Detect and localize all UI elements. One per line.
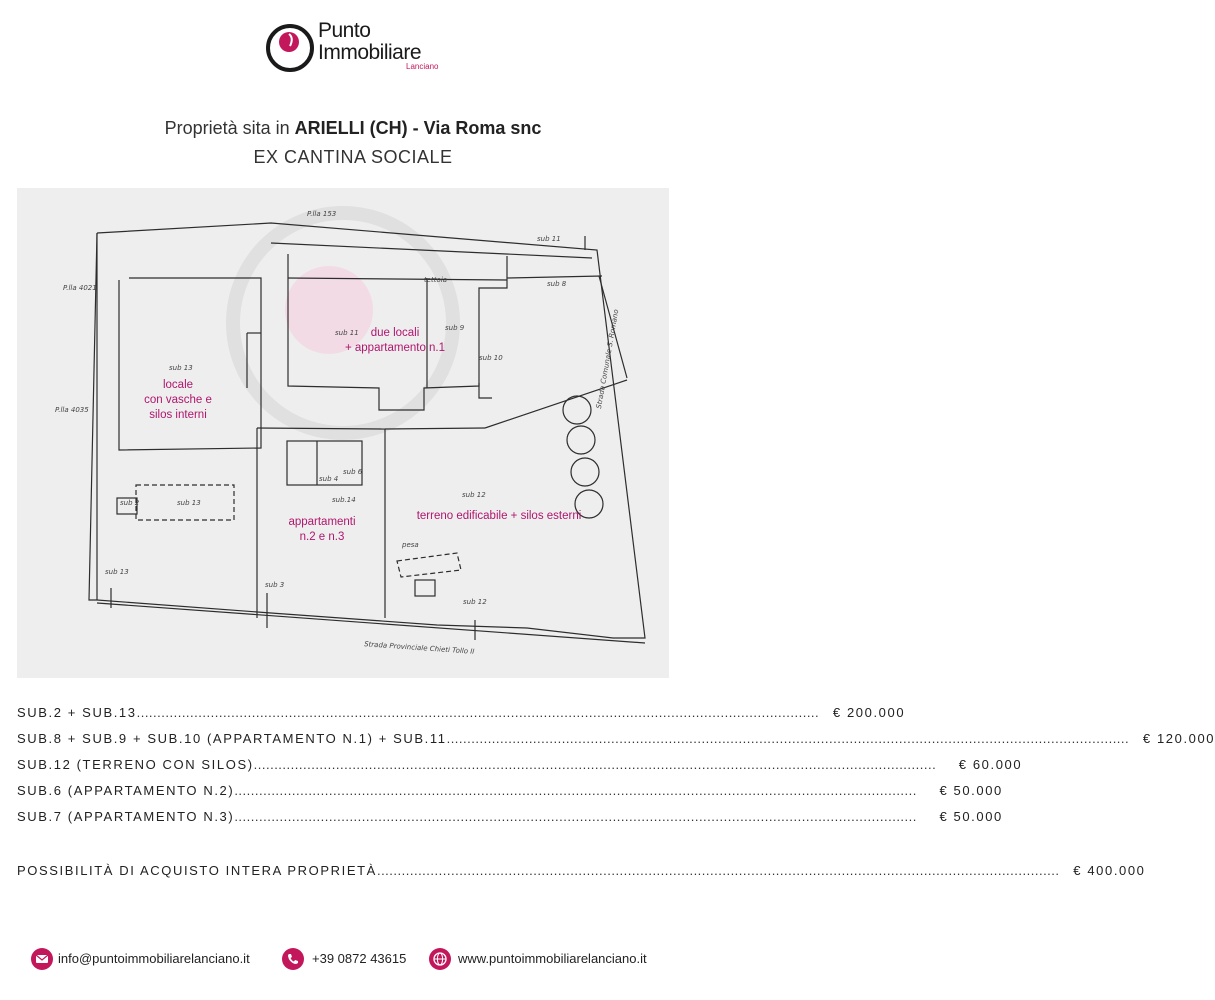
label-p4021: P.lla 4021 <box>63 284 97 292</box>
price-value: € 120.000 <box>1142 731 1215 746</box>
label-sub13-bot: sub 13 <box>105 568 129 576</box>
brand-name-line2: Immobiliare <box>318 41 422 64</box>
globe-icon <box>429 948 451 970</box>
label-sub11-top: sub 11 <box>537 235 561 243</box>
label-sub13-mid: sub 13 <box>177 499 201 507</box>
label-p4035: P.lla 4035 <box>55 406 89 414</box>
price-row: SUB.7 (APPARTAMENTO N.3) ...................................................................................................................................................................... € 50.000 <box>17 809 1003 824</box>
title-prefix: Proprietà sita in <box>164 118 295 138</box>
website-link[interactable]: www.puntoimmobiliarelanciano.it <box>458 951 647 966</box>
price-row: SUB.6 (APPARTAMENTO N.2) ...................................................................................................................................................................... € 50.000 <box>17 783 1003 798</box>
annotation-appartamenti: appartamenti n.2 e n.3 <box>288 516 356 543</box>
mail-icon <box>31 948 53 970</box>
price-row: SUB.8 + SUB.9 + SUB.10 (APPARTAMENTO N.1) + SUB.11 ...................................................................................................................................................................... € 120.000 <box>17 731 1215 746</box>
contact-footer <box>0 948 706 972</box>
label-sub3: sub 3 <box>265 581 285 589</box>
price-value: € 200.000 <box>832 705 906 720</box>
label-strada-comunale: Strada Comunale S. Romano <box>595 308 621 410</box>
email-link[interactable]: info@puntoimmobiliarelanciano.it <box>58 951 250 966</box>
label-tettoia: tettoia <box>424 276 448 284</box>
label-sub10: sub 10 <box>479 354 503 362</box>
label-sub13-in: sub 13 <box>169 364 193 372</box>
brand-name-line1: Punto <box>318 19 371 42</box>
label-strada-provinciale: Strada Provinciale Chieti Tollo II <box>363 640 475 656</box>
label-sub12-b: sub 12 <box>463 598 487 606</box>
map-drawing <box>17 188 669 678</box>
label-sub2: sub 2 <box>120 499 140 507</box>
label-sub4: sub 4 <box>319 475 339 483</box>
phone-link[interactable]: +39 0872 43615 <box>312 951 407 966</box>
label-pesa: pesa <box>402 541 419 549</box>
label-sub6: sub 6 <box>343 468 363 476</box>
total-value: € 400.000 <box>1073 863 1146 878</box>
label-sub9: sub 9 <box>445 324 465 332</box>
brand-logo <box>266 18 466 78</box>
label-sub12-a: sub 12 <box>462 491 486 499</box>
page-subtitle: EX CANTINA SOCIALE <box>253 147 453 167</box>
annotation-locale: locale con vasche e silos interni <box>144 379 212 421</box>
brand-city: Lanciano <box>406 62 439 71</box>
annotation-terreno: terreno edificabile + silos esterni <box>416 510 582 522</box>
logo-mark-icon <box>266 20 316 76</box>
cadastral-map <box>17 188 669 678</box>
page-title <box>0 118 706 139</box>
phone-icon <box>282 948 304 970</box>
title-location: ARIELLI (CH) - Via Roma snc <box>294 118 542 138</box>
price-value: € 50.000 <box>939 783 1003 798</box>
label-p153: P.lla 153 <box>307 210 337 218</box>
price-value: € 60.000 <box>958 757 1023 772</box>
label-sub14: sub.14 <box>332 496 356 504</box>
price-value: € 50.000 <box>939 809 1003 824</box>
label-sub11-in: sub 11 <box>335 329 359 337</box>
annotation-due-locali: due locali + appartamento n.1 <box>344 327 446 354</box>
price-row: SUB.12 (TERRENO CON SILOS) ...................................................................................................................................................................... € 60.000 <box>17 757 1023 772</box>
total-row: POSSIBILITÀ DI ACQUISTO INTERA PROPRIETÀ ...................................................................................................................................................................... € 400.000 <box>17 863 1146 878</box>
label-sub8: sub 8 <box>547 280 567 288</box>
price-row: SUB.2 + SUB.13 ...................................................................................................................................................................... € 200.000 <box>17 705 906 720</box>
